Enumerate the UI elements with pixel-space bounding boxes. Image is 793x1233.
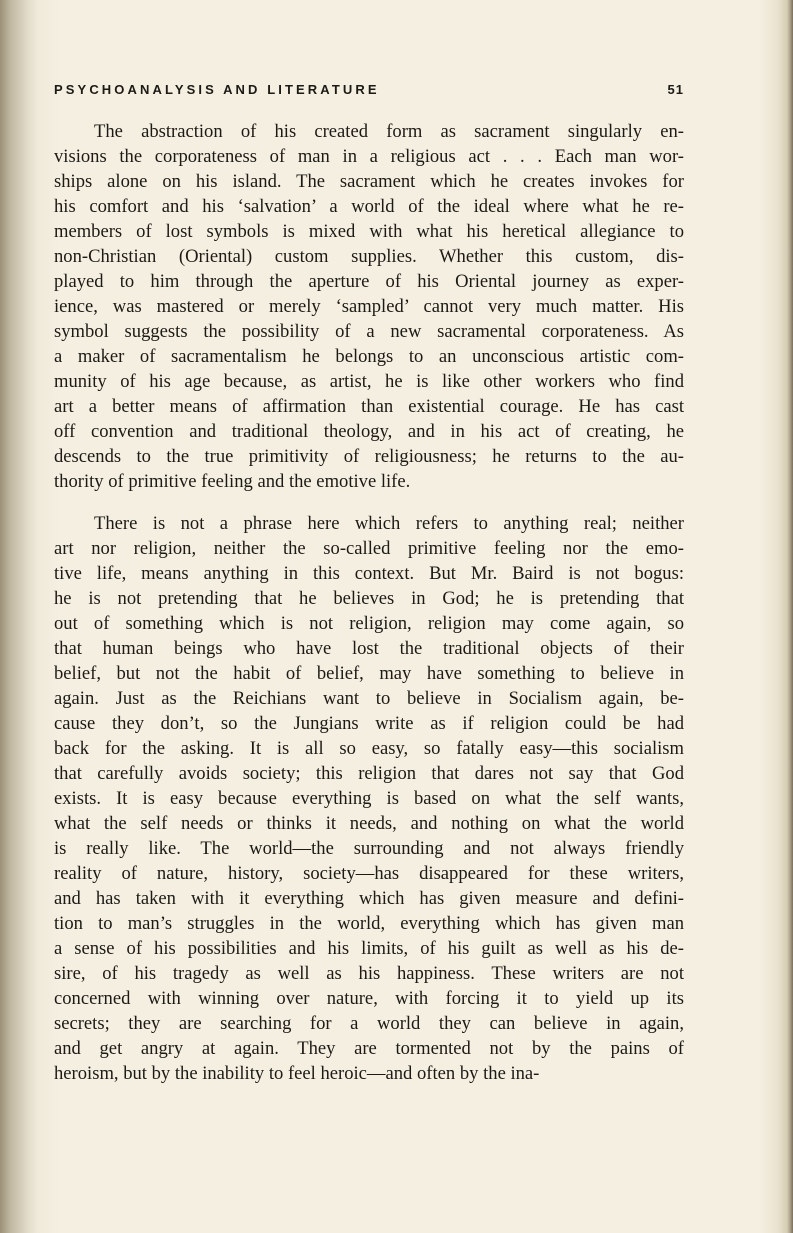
text-line: secrets; they are searching for a world they can believe in again, [54,1013,684,1034]
quoted-paragraph [54,119,684,494]
running-title: PSYCHOANALYSIS AND LITERATURE [54,82,380,97]
text-line: non-Christian (Oriental) custom supplies. Whether this custom, dis- [54,246,684,267]
text-line: concerned with winning over nature, with forcing it to yield up its [54,988,684,1009]
text-line: back for the asking. It is all so easy, so fatally easy—this socialism [54,738,684,759]
page-edge [787,0,793,1233]
text-line: off convention and traditional theology, and in his act of creating, he [54,421,684,442]
text-line: cause they don’t, so the Jungians write as if religion could be had [54,713,684,734]
text-line: what the self needs or thinks it needs, and nothing on what the world [54,813,684,834]
text-line: members of lost symbols is mixed with what his heretical allegiance to [54,221,684,242]
text-line: is really like. The world—the surrounding and not always friendly [54,838,684,859]
text-line: ships alone on his island. The sacrament which he creates invokes for [54,171,684,192]
text-line: and get angry at again. They are tormented not by the pains of [54,1038,684,1059]
body-paragraph [54,511,684,1086]
text-line: played to him through the aperture of his Oriental journey as exper- [54,271,684,292]
text-line: visions the corporateness of man in a religious act . . . Each man wor- [54,146,684,167]
text-line: his comfort and his ‘salvation’ a world of the ideal where what he re- [54,196,684,217]
text-line: munity of his age because, as artist, he is like other workers who find [54,371,684,392]
page-number: 51 [667,82,684,97]
text-line: thority of primitive feeling and the emotive life. [54,471,411,492]
running-header [54,82,684,102]
text-line: ience, was mastered or merely ‘sampled’ cannot very much matter. His [54,296,684,317]
text-line: sire, of his tragedy as well as his happiness. These writers are not [54,963,684,984]
text-line: that human beings who have lost the traditional objects of their [54,638,684,659]
text-line: reality of nature, history, society—has disappeared for these writers, [54,863,684,884]
text-line: that carefully avoids society; this religion that dares not say that God [54,763,684,784]
text-line: a maker of sacramentalism he belongs to an unconscious artistic com- [54,346,684,367]
text-line: out of something which is not religion, religion may come again, so [54,613,684,634]
spine-shadow [0,0,38,1233]
text-line: heroism, but by the inability to feel heroic—and often by the ina- [54,1063,540,1084]
text-line: There is not a phrase here which refers to anything real; neither [94,513,684,534]
text-line: tion to man’s struggles in the world, everything which has given man [54,913,684,934]
text-line: he is not pretending that he believes in God; he is pretending that [54,588,684,609]
text-line: a sense of his possibilities and his limits, of his guilt as well as his de- [54,938,684,959]
text-line: again. Just as the Reichians want to believe in Socialism again, be- [54,688,684,709]
text-line: and has taken with it everything which has given measure and defini- [54,888,684,909]
text-line: belief, but not the habit of belief, may have something to believe in [54,663,684,684]
text-line: art nor religion, neither the so-called primitive feeling nor the emo- [54,538,684,559]
text-line: exists. It is easy because everything is based on what the self wants, [54,788,684,809]
text-line: tive life, means anything in this context. But Mr. Baird is not bogus: [54,563,684,584]
text-line: art a better means of affirmation than existential courage. He has cast [54,396,684,417]
text-line: The abstraction of his created form as sacrament singularly en- [94,121,684,142]
text-line: descends to the true primitivity of religiousness; he returns to the au- [54,446,684,467]
text-line: symbol suggests the possibility of a new sacramental corporateness. As [54,321,684,342]
